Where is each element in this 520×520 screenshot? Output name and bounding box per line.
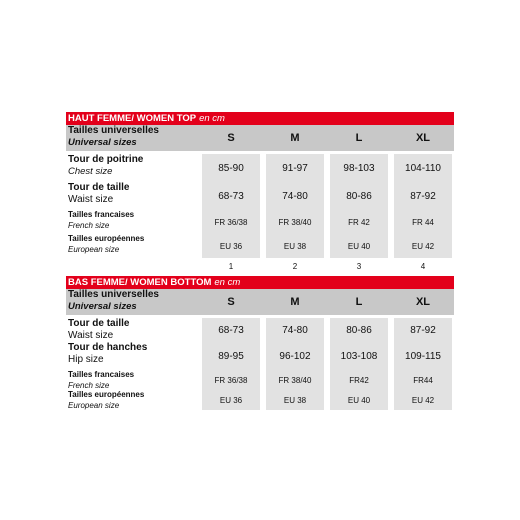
table-cell: FR 36/38 — [202, 210, 260, 234]
table-row-european-size — [66, 390, 454, 410]
table-title-bar — [66, 276, 454, 289]
label-fr: Tour de taille — [68, 182, 130, 193]
table-row-french-size — [66, 370, 454, 390]
unit-label: en cm — [199, 113, 225, 124]
row-label — [68, 125, 202, 151]
size-header-s: S — [227, 296, 235, 308]
table-cell: EU 42 — [394, 390, 452, 410]
table-row-european-size — [66, 234, 454, 258]
table-cell: EU 38 — [266, 234, 324, 258]
women-bottom-size-table — [66, 276, 454, 410]
label-fr: Tour de taille — [68, 318, 130, 329]
table-cell: EU 40 — [330, 234, 388, 258]
table-cell: EU 42 — [394, 234, 452, 258]
table-cell: 80-86 — [330, 318, 388, 342]
table-cell: 98-103 — [330, 154, 388, 182]
label-fr: Tailles francaises — [68, 210, 135, 219]
label-en: Universal sizes — [68, 137, 137, 148]
table-cell: 3 — [330, 258, 388, 274]
label-fr: Tailles européennes — [68, 234, 145, 243]
table-title: HAUT FEMME/ WOMEN TOP — [68, 113, 197, 124]
label-en: European size — [68, 245, 120, 254]
size-header-xl: XL — [415, 132, 431, 144]
table-cell: 80-86 — [330, 182, 388, 210]
table-cell: FR 44 — [394, 210, 452, 234]
unit-label: en cm — [214, 277, 241, 288]
table-cell: FR 42 — [330, 210, 388, 234]
row-label — [68, 234, 202, 258]
size-header-m: M — [290, 296, 300, 308]
table-cell: 87-92 — [394, 318, 452, 342]
table-cell: 4 — [394, 258, 452, 274]
row-label — [68, 182, 202, 210]
table-row-hip — [66, 342, 454, 370]
size-header-l: L — [355, 132, 363, 144]
table-cell: 109-115 — [394, 342, 452, 370]
table-cell: FR 36/38 — [202, 370, 260, 390]
table-cell: 87-92 — [394, 182, 452, 210]
table-cell: 103-108 — [330, 342, 388, 370]
row-label — [68, 370, 202, 390]
label-fr: Tailles européennes — [68, 390, 145, 399]
table-row-waist — [66, 182, 454, 210]
table-row-chest — [66, 154, 454, 182]
size-header-row — [66, 125, 454, 151]
table-cell: 96-102 — [266, 342, 324, 370]
table-row-numbers — [66, 258, 454, 274]
label-en: European size — [68, 401, 120, 410]
table-cell: 74-80 — [266, 182, 324, 210]
label-en: Waist size — [68, 330, 114, 341]
table-cell: 74-80 — [266, 318, 324, 342]
table-cell: EU 36 — [202, 390, 260, 410]
table-cell: FR 38/40 — [266, 370, 324, 390]
table-cell: EU 38 — [266, 390, 324, 410]
row-label — [68, 154, 202, 182]
table-cell: 89-95 — [202, 342, 260, 370]
table-title-bar — [66, 112, 454, 125]
table-row-waist — [66, 318, 454, 342]
label-en: French size — [68, 221, 110, 230]
table-cell: 68-73 — [202, 182, 260, 210]
row-label — [68, 289, 202, 315]
table-cell: 104-110 — [394, 154, 452, 182]
size-header-m: M — [290, 132, 300, 144]
table-cell: 85-90 — [202, 154, 260, 182]
row-label — [68, 390, 202, 410]
row-label — [68, 342, 202, 370]
label-fr: Tour de hanches — [68, 342, 148, 353]
women-top-size-table — [66, 112, 454, 274]
table-cell: FR42 — [330, 370, 388, 390]
label-en: Universal sizes — [68, 301, 137, 312]
table-cell: 2 — [266, 258, 324, 274]
size-header-xl: XL — [415, 296, 431, 308]
size-header-s: S — [227, 132, 235, 144]
table-cell: 1 — [202, 258, 260, 274]
table-cell: EU 40 — [330, 390, 388, 410]
row-label — [68, 210, 202, 234]
size-header-row — [66, 289, 454, 315]
table-cell: EU 36 — [202, 234, 260, 258]
label-fr: Tailles francaises — [68, 370, 135, 379]
table-cell: FR44 — [394, 370, 452, 390]
label-en: Hip size — [68, 354, 104, 365]
table-row-french-size — [66, 210, 454, 234]
label-en: Chest size — [68, 166, 113, 177]
table-cell: 91-97 — [266, 154, 324, 182]
table-cell: FR 38/40 — [266, 210, 324, 234]
label-en: Waist size — [68, 194, 114, 205]
table-title: BAS FEMME/ WOMEN BOTTOM — [68, 277, 212, 288]
label-en: French size — [68, 381, 110, 390]
row-label — [68, 318, 202, 342]
size-header-l: L — [355, 296, 363, 308]
table-cell: 68-73 — [202, 318, 260, 342]
label-fr: Tour de poitrine — [68, 154, 144, 165]
label-fr: Tailles universelles — [68, 125, 159, 136]
label-fr: Tailles universelles — [68, 289, 159, 300]
